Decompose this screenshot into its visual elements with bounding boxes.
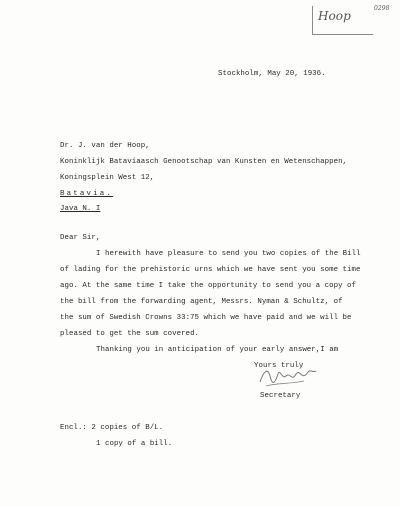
body-line: of lading for the prehistoric urns which we have sent you some time [60, 266, 361, 274]
recipient-institution: Koninklijk Bataviaasch Genootschap van Kunsten en Wetenschappen, [60, 158, 348, 166]
enclosure-line: 1 copy of a bill. [96, 440, 173, 448]
catalog-number: 0298 [374, 5, 390, 12]
body-line: Thanking you in anticipation of your early answer,I am [96, 346, 339, 354]
recipient-city: Batavia. [60, 190, 114, 198]
signatory-title: Secretary [260, 392, 301, 400]
signature-mark [256, 364, 320, 390]
body-line: pleased to get the sum covered. [60, 330, 200, 338]
body-line: the sum of Swedish Crowns 33:75 which we have paid and we will be [60, 314, 352, 322]
closing: Yours truly [254, 362, 304, 370]
recipient-street: Koningsplein West 12, [60, 174, 155, 182]
date-line: Stockholm, May 20, 1936. [218, 70, 326, 78]
enclosure-line: Encl.: 2 copies of B/L. [60, 424, 164, 432]
body-line: I herewith have pleasure to send you two copies of the Bill [96, 250, 361, 258]
salutation: Dear Sir, [60, 234, 101, 242]
handwritten-annotation: Hoop [318, 9, 351, 23]
body-line: ago. At the same time I take the opportunity to send you a copy of [60, 282, 357, 290]
recipient-country: Java N. I [60, 205, 101, 213]
body-line: the bill from the forwarding agent, Messrs. Nyman & Schultz, of [60, 298, 343, 306]
recipient-name: Dr. J. van der Hoop, [60, 142, 150, 150]
